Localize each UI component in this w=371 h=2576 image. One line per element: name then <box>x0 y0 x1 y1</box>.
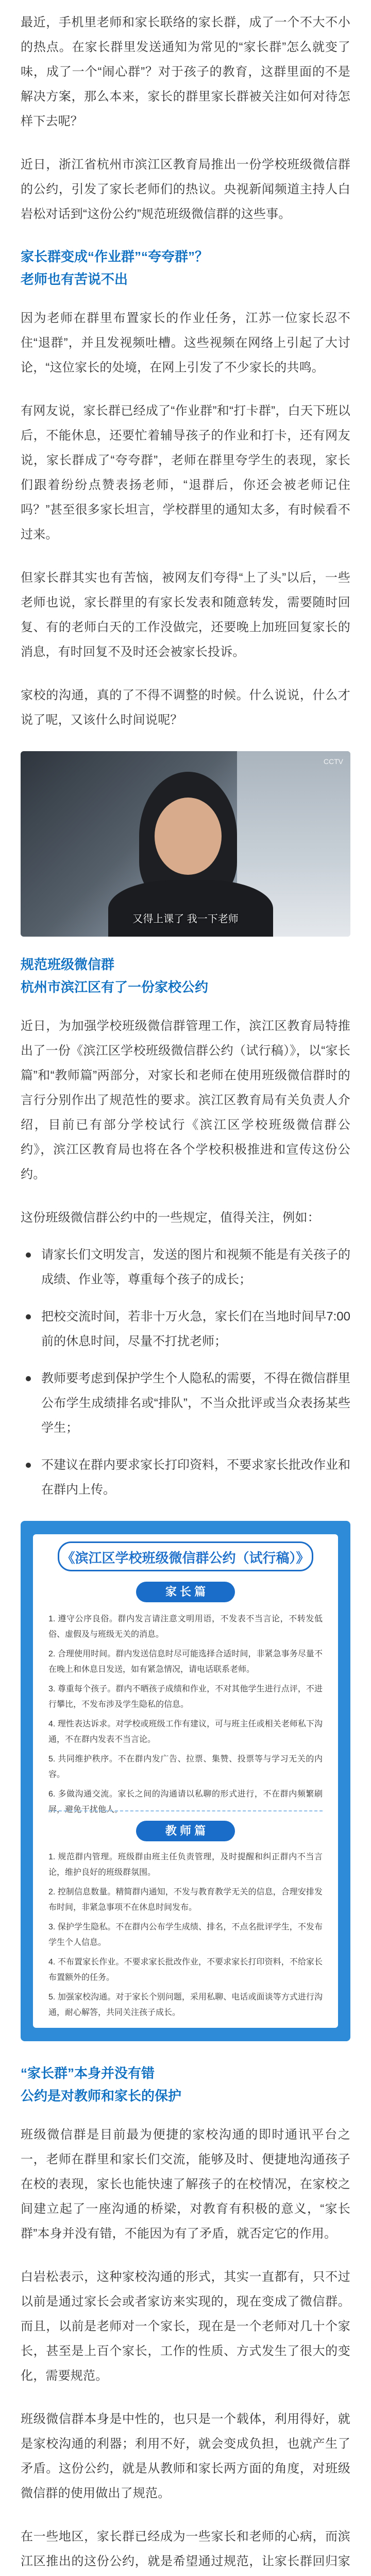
poster-rule: 4. 理性表达诉求。对学校或班级工作有建议，可与班主任或相关老师私下沟通，不在群内发表不当言论。 <box>48 1720 323 1744</box>
body-paragraph: 班级微信群本身是中性的，也只是一个载体，利用得好，就是家校沟通的利器；利用不好，就会变成负担，也就产生了矛盾。这份公约，就是从教师和家长两方面的角度，对班级微信群的使用做出了规范。 <box>21 2412 350 2500</box>
poster-rule: 1. 遵守公序良俗。群内发言请注意文明用语，不发表不当言论，不转发低俗、虚假及与班级无关的消息。 <box>48 1615 323 1639</box>
body-paragraph: 但家长群其实也有苦恼，被网友们夸得“上了头”以后，一些老师也说，家长群里的有家长发表和随意转发，需要随时回复、有的老师白天的工作没做完，还要晚上加班回复家长的消息，有时回复不及时还会被家长投诉。 <box>21 571 350 659</box>
news-photo <box>21 751 350 937</box>
poster-parents-band: 家 长 篇 <box>136 1582 235 1602</box>
bullet-icon <box>26 1252 31 1258</box>
section-title-line: 家长群变成“作业群”“夸夸群”？ <box>21 249 209 264</box>
list-item <box>21 1304 350 1354</box>
poster-rule: 2. 控制信息数量。精简群内通知，不发与教育教学无关的信息，合理安排发布时间，非紧急事项不在休息时间发布。 <box>48 1888 323 1912</box>
section-title-line: 杭州市滨江区有了一份家校公约 <box>21 979 209 995</box>
body-paragraph: 班级微信群是目前最为便捷的家校沟通的即时通讯平台之一，老师在群里和家长们交流，能够及时、便捷地沟通孩子在校的表现，家长也能快速了解孩子的在校情况，在家校之间建立起了一座沟通的桥梁，对教育有积极的意义，“家长群”本身并没有错，不能因为有了矛盾，就否定它的作用。 <box>21 2128 350 2241</box>
list-item-text: 把校交流时间，若非十万火急，家长们在当地时间早7:00前的休息时间，尽量不打扰老师； <box>41 1310 350 1348</box>
photo-caption: 又得上课了 我一下老师 <box>132 913 239 925</box>
list-item-text: 不建议在群内要求家长打印资料，不要求家长批改作业和在群内上传。 <box>41 1458 350 1497</box>
list-item-text: 请家长们文明发言，发送的图片和视频不能是有关孩子的成绩、作业等，尊重每个孩子的成长； <box>41 1248 350 1286</box>
body-paragraph: 白岩松表示，这种家校沟通的形式，其实一直都有，只不过以前是通过家长会或者家访来实现的，现在变成了微信群。而且，以前是老师对一个家长，现在是一个老师对几十个家长，甚至是上百个家长，工作的性质、方式发生了很大的变化，需要规范。 <box>21 2270 350 2383</box>
poster-rule: 3. 保护学生隐私。不在群内公布学生成绩、排名，不点名批评学生，不发布学生个人信息。 <box>48 1923 323 1947</box>
list-item <box>21 1243 350 1292</box>
poster-rule: 3. 尊重每个孩子。群内不晒孩子成绩和作业，不对其他学生进行点评，不进行攀比，不发布涉及学生隐私的信息。 <box>48 1685 323 1709</box>
convention-poster <box>21 1521 350 2041</box>
poster-teachers-rules <box>48 1850 323 2025</box>
poster-parents-rules <box>48 1612 323 1822</box>
list-item <box>21 1366 350 1440</box>
section-title-line: 规范班级微信群 <box>21 957 115 972</box>
photo-station-logo: CCTV <box>323 757 343 766</box>
body-paragraph: 家校的沟通，真的了不得不调整的时候。什么说说，什么才说了呢，又该什么时间说呢？ <box>21 688 350 727</box>
poster-teachers-band: 教 师 篇 <box>136 1821 235 1841</box>
section-title-line: 公约是对教师和家长的保护 <box>21 2088 182 2104</box>
bullet-icon <box>26 1463 31 1468</box>
poster-divider <box>48 1810 323 1811</box>
rules-list <box>21 1243 350 1502</box>
poster-rule: 2. 合理使用时间。群内发送信息时尽可能选择合适时间，非紧急事务尽量不在晚上和休息日发送，如有紧急情况，请电话联系老师。 <box>48 1650 323 1674</box>
section-title <box>21 2062 350 2107</box>
poster-rule: 5. 加强家校沟通。对于家长个别问题，采用私聊、电话或面谈等方式进行沟通，耐心解答，共同关注孩子成长。 <box>48 1993 323 2017</box>
intro-paragraph: 近日，浙江省杭州市滨江区教育局推出一份学校班级微信群的公约，引发了家长老师们的热议。央视新闻频道主持人白岩松对话到“这份公约”规范班级微信群的这些事。 <box>21 158 350 221</box>
section-title-line: “家长群”本身并没有错 <box>21 2065 155 2081</box>
body-paragraph: 这份班级微信群公约中的一些规定，值得关注，例如： <box>21 1211 320 1225</box>
photo-person-body <box>108 880 273 937</box>
body-paragraph: 有网友说，家长群已经成了“作业群”和“打卡群”，白天下班以后，不能休息，还要忙着辅导孩子的作业和打卡，还有网友说，家长群成了“夸夸群”，老师在群里夸学生的表现，家长们跟着纷纷点赞表扬老师，“退群后，你还会被老师记住吗？”甚至很多家长坦言，学校群里的通知太多，有时候看不过来。 <box>21 404 350 541</box>
body-paragraph: 因为老师在群里布置家长的作业任务，江苏一位家长忍不住“退群”，并且发视频吐槽。这些视频在网络上引起了大讨论，“这位家长的处境，在网上引发了不少家长的共鸣。 <box>21 311 350 375</box>
poster-rule: 4. 不布置家长作业。不要求家长批改作业，不要求家长打印资料，不给家长布置额外的任务。 <box>48 1958 323 1982</box>
bullet-icon <box>26 1376 31 1381</box>
photo-person-face <box>155 798 222 875</box>
poster-rule: 5. 共同维护秩序。不在群内发广告、拉票、集赞、投票等与学习无关的内容。 <box>48 1755 323 1779</box>
body-paragraph: 近日，为加强学校班级微信群管理工作，滨江区教育局特推出了一份《滨江区学校班级微信群公约（试行稿）》，以“家长篇”和“教师篇”两部分，对家长和老师在使用班级微信群时的言行分别作出了规范性的要求。滨江区教育局有关负责人介绍，目前已有部分学校试行《滨江区学校班级微信群公约》，滨江区教育局也将在各个学校积极推进和宣传这份公约。 <box>21 1019 350 1181</box>
section-title <box>21 245 350 291</box>
poster-body <box>33 1534 338 2028</box>
list-item-text: 教师要考虑到保护学生个人隐私的需要，不得在微信群里公布学生成绩排名或“排队”，不当众批评或当众表扬某些学生； <box>41 1371 350 1435</box>
poster-title: 《滨江区学校班级微信群公约（试行稿）》 <box>61 1550 310 1566</box>
poster-rule: 1. 规范群内管理。班级群由班主任负责管理，及时提醒和纠正群内不当言论，维护良好的班级群氛围。 <box>48 1853 323 1877</box>
intro-paragraph: 最近，手机里老师和家长联络的家长群，成了一个不大不小的热点。在家长群里发送通知为常见的“家长群”怎么就变了味，成了一个“闹心群”？对于孩子的教育，这群里面的不是解决方案，那么本来，家长的群里家长群被关注如何对待怎样下去呢？ <box>21 15 350 128</box>
section-title-line: 老师也有苦说不出 <box>21 272 128 287</box>
list-item <box>21 1453 350 1502</box>
bullet-icon <box>26 1314 31 1319</box>
body-paragraph: 在一些地区，家长群已经成为一些家长和老师的心病，而滨江区推出的这份公约，就是希望通过规范，让家长群回归家 <box>21 2530 350 2568</box>
section-title <box>21 953 350 998</box>
poster-rule: 6. 多做沟通交流。家长之间的沟通请以私聊的形式进行，不在群内频繁刷屏，避免干扰他人。 <box>48 1790 323 1814</box>
